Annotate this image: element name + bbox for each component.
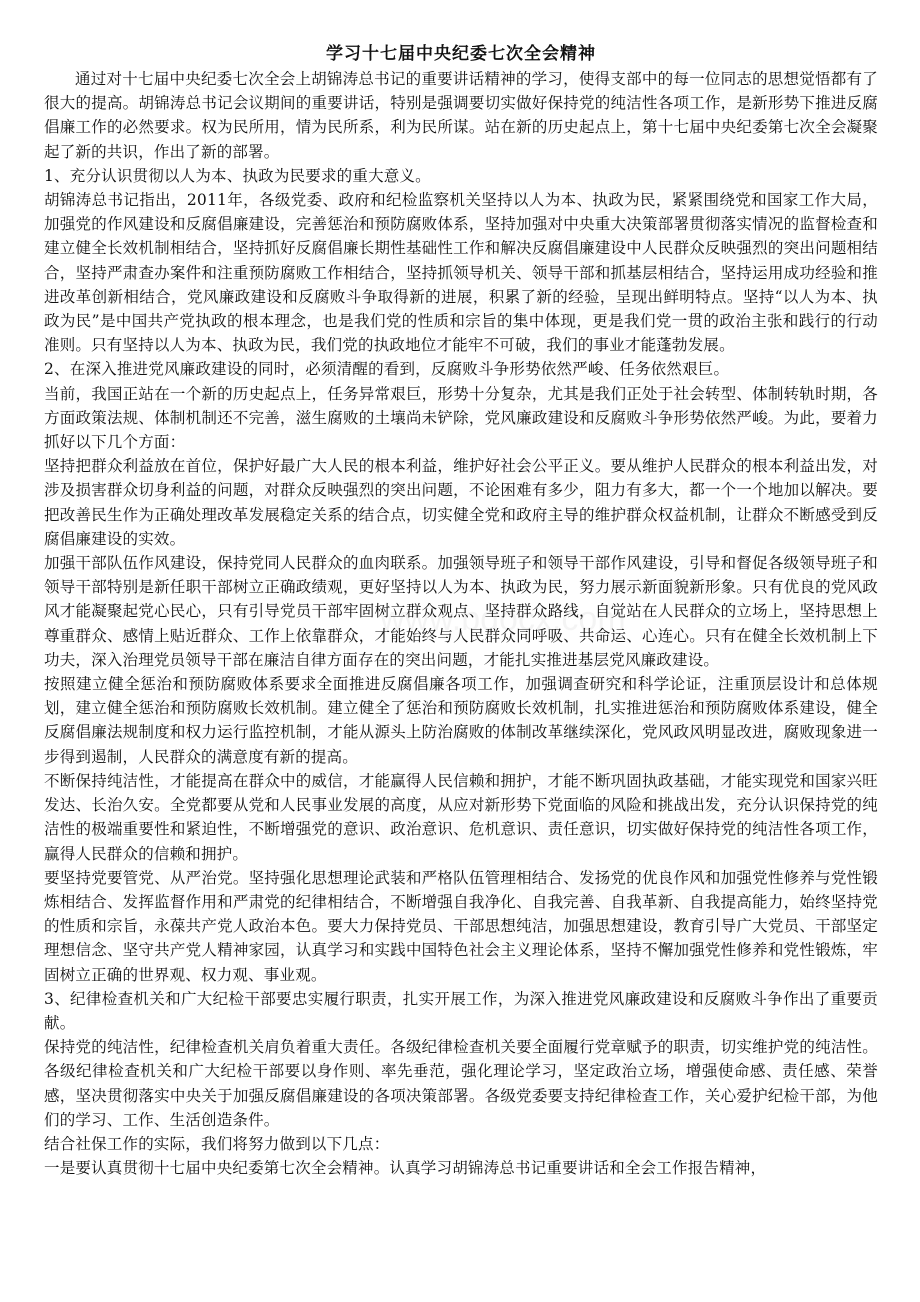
- section-2-heading: 2、在深入推进党风廉政建设的同时，必须清醒的看到，反腐败斗争形势依然严峻、任务依然艰巨。: [44, 360, 730, 379]
- section-1-heading: 1、充分认识贯彻以人为本、执政为民要求的重大意义。: [44, 166, 431, 185]
- section-2-intro-paragraph: 当前，我国正站在一个新的历史起点上，任务异常艰巨，形势十分复杂，尤其是我们正处于社会转型、体制转轨时期，各方面政策法规、体制机制还不完善，滋生腐败的土壤尚未铲除，党风廉政建设和反腐败斗争形势依然严峻。为此，要着力抓好以下几个方面：: [44, 384, 878, 452]
- section-2-point-2: 加强干部队伍作风建设，保持党同人民群众的血肉联系。加强领导班子和领导干部作风建设，引导和督促各级领导班子和领导干部特别是新任职干部树立正确政绩观，更好坚持以人为本、执政为民，努力展示新面貌新形象。只有优良的党风政风才能凝聚起党心民心，只有引导党员干部牢固树立群众观点、坚持群众路线，自觉站在人民群众的立场上，坚持思想上尊重群众、感情上贴近群众、工作上依靠群众，才能始终与人民群众同呼吸、共命运、心连心。只有在健全长效机制上下功夫，深入治理党员领导干部在廉洁自律方面存在的突出问题，才能扎实推进基层党风廉政建设。: [44, 554, 878, 669]
- document-page: [44, 42, 878, 1180]
- intro-paragraph: 通过对十七届中央纪委七次全会上胡锦涛总书记的重要讲话精神的学习，使得支部中的每一位同志的思想觉悟都有了很大的提高。胡锦涛总书记会议期间的重要讲话，特别是强调要切实做好保持党的纯洁性各项工作，是新形势下推进反腐倡廉工作的必然要求。权为民所用，情为民所系，利为民所谋。站在新的历史起点上，第十七届中央纪委第七次全会凝聚起了新的共识，作出了新的部署。: [44, 70, 878, 161]
- document-title: 学习十七届中央纪委七次全会精神: [326, 44, 596, 64]
- section-2-point-1: 坚持把群众利益放在首位，保护好最广大人民的根本利益，维护好社会公平正义。要从维护人民群众的根本利益出发，对涉及损害群众切身利益的问题，对群众反映强烈的突出问题，不论困难有多少，阻力有多大，都一个一个地加以解决。要把改善民生作为正确处理改革发展稳定关系的结合点，切实健全党和政府主导的维护群众权益机制，让群众不断感受到反腐倡廉建设的实效。: [44, 457, 878, 548]
- social-security-intro: 结合社保工作的实际，我们将努力做到以下几点：: [44, 1134, 390, 1153]
- section-2-point-4: 不断保持纯洁性，才能提高在群众中的威信，才能赢得人民信赖和拥护，才能不断巩固执政基础，才能实现党和国家兴旺发达、长治久安。全党都要从党和人民事业发展的高度，从应对新形势下党面临的风险和挑战出发，充分认识保持党的纯洁性的极端重要性和紧迫性，不断增强党的意识、政治意识、危机意识、责任意识，切实做好保持党的纯洁性各项工作，赢得人民群众的信赖和拥护。: [44, 771, 878, 863]
- section-2-point-5: 要坚持党要管党、从严治党。坚持强化思想理论武装和严格队伍管理相结合、发扬党的优良作风和加强党性修养与党性锻炼相结合、发挥监督作用和严肃党的纪律相结合，不断增强自我净化、自我完善、自我革新、自我提高能力，始终坚持党的性质和宗旨，永葆共产党人政治本色。要大力保持党员、干部思想纯洁，加强思想建设，教育引导广大党员、干部坚定理想信念、坚守共产党人精神家园，认真学习和实践中国特色社会主义理论体系，坚持不懈加强党性修养和党性锻炼，牢固树立正确的世界观、权力观、事业观。: [44, 868, 878, 984]
- point-one-paragraph: 一是要认真贯彻十七届中央纪委第七次全会精神。认真学习胡锦涛总书记重要讲话和全会工作报告精神，: [44, 1159, 767, 1178]
- section-2-point-3: 按照建立健全惩治和预防腐败体系要求全面推进反腐倡廉各项工作，加强调查研究和科学论证，注重顶层设计和总体规划，建立健全惩治和预防腐败长效机制。建立健全了惩治和预防腐败长效机制，扎实推进惩治和预防腐败体系建设，健全反腐倡廉法规制度和权力运行监控机制，才能从源头上防治腐败的体制改革继续深化，党风政风明显改进，腐败现象进一步得到遏制，人民群众的满意度有新的提高。: [44, 675, 878, 766]
- section-3-paragraph: 保持党的纯洁性，纪律检查机关肩负着重大责任。各级纪律检查机关要全面履行党章赋予的职责，切实维护党的纯洁性。各级纪律检查机关和广大纪检干部要以身作则、率先垂范，强化理论学习，坚定政治立场，增强使命感、责任感、荣誉感，坚决贯彻落实中央关于加强反腐倡廉建设的各项决策部署。各级党委要支持纪律检查工作，关心爱护纪检干部，为他们的学习、工作、生活创造条件。: [44, 1038, 878, 1129]
- section-3-heading: 3、纪律检查机关和广大纪检干部要忠实履行职责，扎实开展工作，为深入推进党风廉政建设和反腐败斗争作出了重要贡献。: [44, 989, 878, 1032]
- section-1-paragraph: 胡锦涛总书记指出，2011年，各级党委、政府和纪检监察机关坚持以人为本、执政为民，紧紧围绕党和国家工作大局，加强党的作风建设和反腐倡廉建设，完善惩治和预防腐败体系，坚持加强对中央重大决策部署贯彻落实情况的监督检查和建立健全长效机制相结合，坚持抓好反腐倡廉长期性基础性工作和解决反腐倡廉建设中人民群众反映强烈的突出问题相结合，坚持严肃查办案件和注重预防腐败工作相结合，坚持抓领导机关、领导干部和抓基层相结合，坚持运用成功经验和推进改革创新相结合，党风廉政建设和反腐败斗争取得新的进展，积累了新的经验，呈现出鲜明特点。坚持“以人为本、执政为民”是中国共产党执政的根本理念，也是我们党的性质和宗旨的集中体现，更是我们党一贯的政治主张和践行的行动准则。只有坚持以人为本、执政为民，我们党的执政地位才能牢不可破，我们的事业才能蓬勃发展。: [44, 191, 878, 355]
